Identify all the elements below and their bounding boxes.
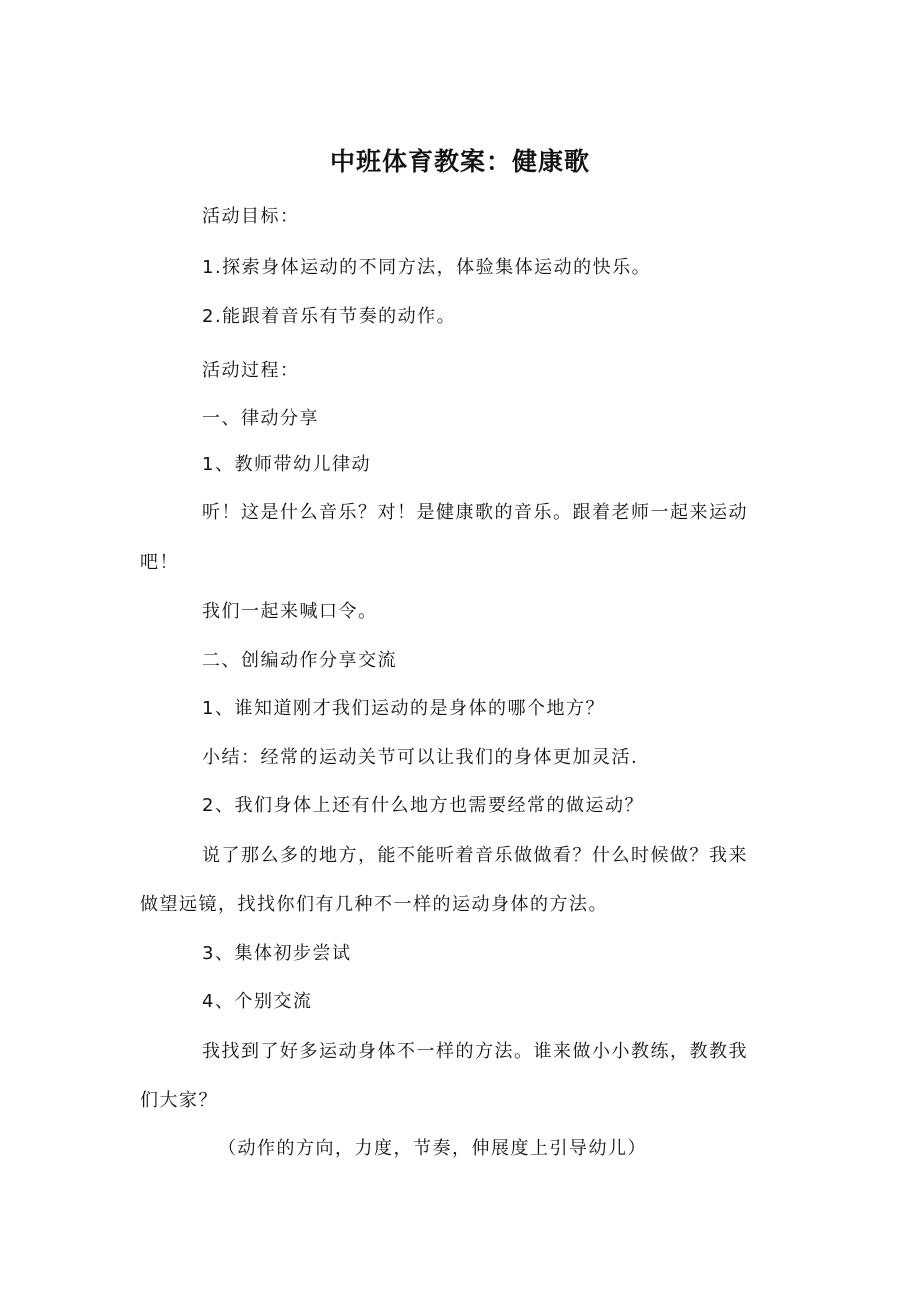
page-title: 中班体育教案：健康歌 <box>329 147 590 176</box>
step-item: 1、教师带幼儿律动 <box>202 454 371 475</box>
paragraph-line: 我找到了好多运动身体不一样的方法。谁来做小小教练，教教我 <box>202 1041 748 1062</box>
section-heading-goals: 活动目标： <box>202 206 300 227</box>
step-item: 2、我们身体上还有什么地方也需要经常的做运动？ <box>202 795 644 816</box>
paragraph-line: 听！这是什么音乐？对！是健康歌的音乐。跟着老师一起来运动 <box>202 502 748 523</box>
step-item: 1、谁知道刚才我们运动的是身体的哪个地方？ <box>202 698 605 719</box>
goal-item-2: 2.能跟着音乐有节奏的动作。 <box>202 306 457 327</box>
step-item: 3、集体初步尝试 <box>202 943 352 964</box>
goal-item-1: 1.探索身体运动的不同方法，体验集体运动的快乐。 <box>202 257 652 278</box>
subsection-heading-2: 二、创编动作分享交流 <box>202 650 397 671</box>
paragraph-line: 做望远镜，找找你们有几种不一样的运动身体的方法。 <box>140 894 608 915</box>
paragraph-line: （动作的方向，力度，节奏，伸展度上引导幼儿） <box>218 1138 647 1159</box>
paragraph-line: 说了那么多的地方，能不能听着音乐做做看？什么时候做？我来 <box>202 845 748 866</box>
paragraph-line: 吧！ <box>140 552 179 573</box>
step-item: 4、个别交流 <box>202 991 313 1012</box>
paragraph-line: 我们一起来喊口令。 <box>202 601 378 622</box>
subsection-heading-1: 一、律动分享 <box>202 408 319 429</box>
section-heading-process: 活动过程： <box>202 360 300 381</box>
paragraph-line: 们大家？ <box>140 1090 218 1111</box>
paragraph-line: 小结：经常的运动关节可以让我们的身体更加灵活. <box>202 747 639 768</box>
